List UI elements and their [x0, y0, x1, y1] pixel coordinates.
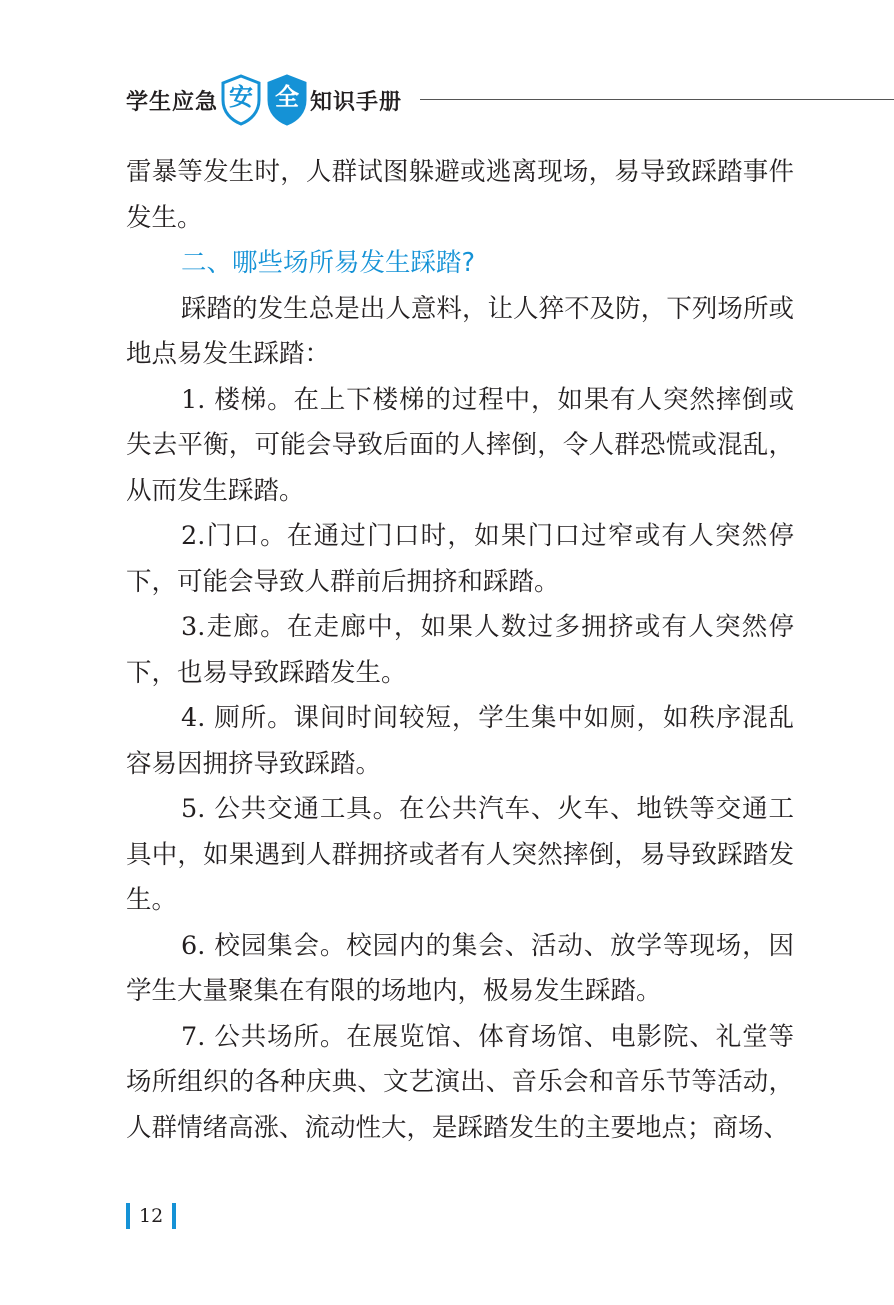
header-title-suffix: 知识手册 — [310, 89, 403, 115]
section-heading: 二、哪些场所易发生踩踏? — [181, 248, 476, 278]
badge-char-quan: 全 — [275, 83, 300, 111]
running-header — [126, 72, 402, 128]
continued-paragraph: 雷暴等发生时，人群试图躲避或逃离现场，易导致踩踏事件发生。 — [126, 157, 794, 233]
page-number — [126, 1203, 176, 1229]
shield-badge-quan — [266, 74, 308, 126]
header-rule — [420, 99, 894, 100]
shield-badge-an — [220, 74, 262, 126]
page-body — [126, 150, 794, 1151]
page-number-text: 12 — [139, 1205, 164, 1227]
list-item-campus-assembly: 6. 校园集会。校园内的集会、活动、放学等现场，因学生大量聚集在有限的场地内，极易发生踩踏。 — [126, 930, 794, 1006]
list-item-public-venues: 7. 公共场所。在展览馆、体育场馆、电影院、礼堂等场所组织的各种庆典、文艺演出、音乐会和音乐节等活动，人群情绪高涨、流动性大，是踩踏发生的主要地点；商场、 — [126, 1021, 794, 1143]
header-title-prefix: 学生应急 — [126, 89, 219, 115]
list-item-corridor: 3.走廊。在走廊中，如果人数过多拥挤或有人突然停下，也易导致踩踏发生。 — [126, 612, 794, 688]
page-number-bar-right — [172, 1203, 176, 1229]
badge-char-an: 安 — [229, 83, 254, 111]
list-item-public-transport: 5. 公共交通工具。在公共汽车、火车、地铁等交通工具中，如果遇到人群拥挤或者有人突然摔倒，易导致踩踏发生。 — [126, 794, 794, 915]
list-item-stairs: 1. 楼梯。在上下楼梯的过程中，如果有人突然摔倒或失去平衡，可能会导致后面的人摔倒，令人群恐慌或混乱，从而发生踩踏。 — [126, 384, 794, 506]
intro-paragraph: 踩踏的发生总是出人意料，让人猝不及防，下列场所或地点易发生踩踏： — [126, 293, 794, 369]
list-item-restroom: 4. 厕所。课间时间较短，学生集中如厕，如秩序混乱容易因拥挤导致踩踏。 — [126, 703, 794, 779]
list-item-doorway: 2.门口。在通过门口时，如果门口过窄或有人突然停下，可能会导致人群前后拥挤和踩踏。 — [126, 521, 794, 597]
